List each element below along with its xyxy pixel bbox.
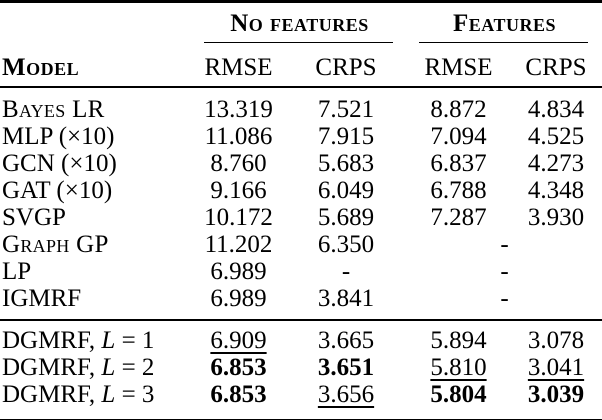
cell-nf-rmse: [192, 320, 285, 354]
model-label: Graph GP: [2, 231, 109, 258]
cell-f-rmse: 6.788: [430, 177, 487, 204]
model-name: [0, 381, 192, 420]
cell-f-rmse: 7.094: [430, 123, 487, 150]
cell-f-rmse: [407, 354, 510, 381]
model-name: [0, 320, 192, 354]
table-row-dgmrf-l3: [0, 381, 602, 420]
table-row-svgp: [0, 204, 602, 231]
table-row-bayes-lr: [0, 87, 602, 123]
cell-nf-rmse: 6.989: [210, 285, 267, 312]
metric-value: 3.656: [317, 381, 375, 408]
metric-value: 3.651: [317, 354, 375, 381]
cell-f-crps: 4.834: [527, 96, 585, 123]
cell-f-rmse: 6.837: [430, 150, 487, 177]
model-label: SVGP: [2, 204, 66, 231]
cell-f-crps: 4.273: [527, 150, 585, 177]
table-row-dgmrf-l1: [0, 320, 602, 354]
model-label: Bayes LR: [2, 96, 105, 123]
model-label: GAT (×10): [2, 177, 113, 204]
cell-nf-crps: [285, 320, 407, 354]
column-group-row: [0, 2, 602, 44]
col-group-features: [407, 2, 602, 44]
cell-nf-crps: 7.521: [317, 96, 375, 123]
metric-value: 6.909: [210, 327, 267, 354]
math-rest: = 3: [115, 381, 155, 408]
cell-nf-rmse: 8.760: [210, 150, 267, 177]
model-name: [0, 204, 192, 231]
cell-nf-crps: 5.689: [317, 204, 375, 231]
model-label: DGMRF,: [2, 381, 102, 408]
model-label: MLP (×10): [2, 123, 115, 150]
col-header-crps-no-features: CRPS: [285, 43, 407, 87]
cell-f-rmse: 7.287: [430, 204, 487, 231]
col-header-rmse-no-features: RMSE: [192, 43, 285, 87]
cmidrule-no-features: [204, 42, 393, 43]
cell-nf-rmse: 10.172: [204, 204, 273, 231]
cell-nf-crps: [285, 354, 407, 381]
cell-f-crps: [510, 320, 602, 354]
metric-value: 3.078: [527, 327, 585, 354]
cell-nf-crps: 3.841: [317, 285, 375, 312]
metric-value: 6.853: [210, 381, 267, 408]
model-label: LP: [2, 258, 32, 285]
table-row-dgmrf-l2: [0, 354, 602, 381]
cell-f-crps: 4.348: [527, 177, 585, 204]
cell-nf-crps: [285, 381, 407, 420]
cell-features-missing-dash: -: [500, 258, 509, 285]
col-header-crps-features: CRPS: [510, 43, 602, 87]
cell-nf-crps-missing-dash: -: [341, 258, 351, 285]
cell-nf-rmse: 13.319: [204, 96, 273, 123]
cell-f-rmse: [407, 320, 510, 354]
cell-nf-crps: 6.049: [317, 177, 375, 204]
cell-nf-crps: 6.350: [317, 231, 375, 258]
cell-f-rmse: 8.872: [430, 96, 487, 123]
table-row-graph-gp: [0, 231, 602, 258]
cell-f-crps: [510, 381, 602, 420]
metric-value: 3.665: [317, 327, 375, 354]
model-name: [0, 258, 192, 285]
cell-f-crps: 3.930: [527, 204, 585, 231]
model-name: [0, 87, 192, 123]
group-label-no-features: No features: [230, 9, 369, 37]
math-rest: = 1: [115, 327, 155, 354]
metric-value: 5.810: [430, 354, 487, 381]
cell-features-missing-dash: -: [500, 285, 509, 312]
model-name: [0, 177, 192, 204]
cell-f-rmse: [407, 381, 510, 420]
math-variable-L: L: [101, 327, 116, 354]
col-header-model: Model: [0, 43, 192, 87]
cell-nf-rmse: 11.202: [204, 231, 273, 258]
empty-corner-cell: [0, 2, 192, 44]
col-header-rmse-features: RMSE: [407, 43, 510, 87]
column-header-row: [0, 43, 602, 87]
table-row-gcn: [0, 150, 602, 177]
baseline-models-section: [0, 87, 602, 320]
math-variable-L: L: [101, 381, 116, 408]
model-name: [0, 231, 192, 258]
table-row-gat: [0, 177, 602, 204]
cell-f-crps: 4.525: [527, 123, 585, 150]
model-label: DGMRF,: [2, 327, 102, 354]
metric-value: 3.041: [527, 354, 585, 381]
metric-value: 5.804: [430, 381, 487, 408]
cell-f-crps: [510, 354, 602, 381]
cell-nf-crps: 5.683: [317, 150, 375, 177]
col-group-no-features: [192, 2, 407, 44]
model-name: [0, 123, 192, 150]
cmidrule-features: [419, 42, 588, 43]
cell-nf-crps: 7.915: [317, 123, 375, 150]
model-name: [0, 354, 192, 381]
metric-value: 6.853: [210, 354, 267, 381]
model-label: GCN (×10): [2, 150, 117, 177]
table-header: [0, 2, 602, 88]
group-label-features: Features: [453, 9, 556, 37]
model-name: [0, 150, 192, 177]
model-label: IGMRF: [2, 285, 82, 312]
table-row-mlp: [0, 123, 602, 150]
metric-value: 5.894: [430, 327, 487, 354]
math-rest: = 2: [115, 354, 155, 381]
model-name: [0, 285, 192, 320]
cell-nf-rmse: [192, 381, 285, 420]
table-row-lp: [0, 258, 602, 285]
math-variable-L: L: [101, 354, 116, 381]
cell-nf-rmse: 6.989: [210, 258, 267, 285]
cell-nf-rmse: 9.166: [210, 177, 267, 204]
cell-features-missing-dash: -: [500, 231, 509, 258]
table-row-igmrf: [0, 285, 602, 320]
dgmrf-models-section: [0, 320, 602, 420]
cell-nf-rmse: 11.086: [204, 123, 273, 150]
cell-nf-rmse: [192, 354, 285, 381]
metric-value: 3.039: [527, 381, 585, 408]
model-label: DGMRF,: [2, 354, 102, 381]
